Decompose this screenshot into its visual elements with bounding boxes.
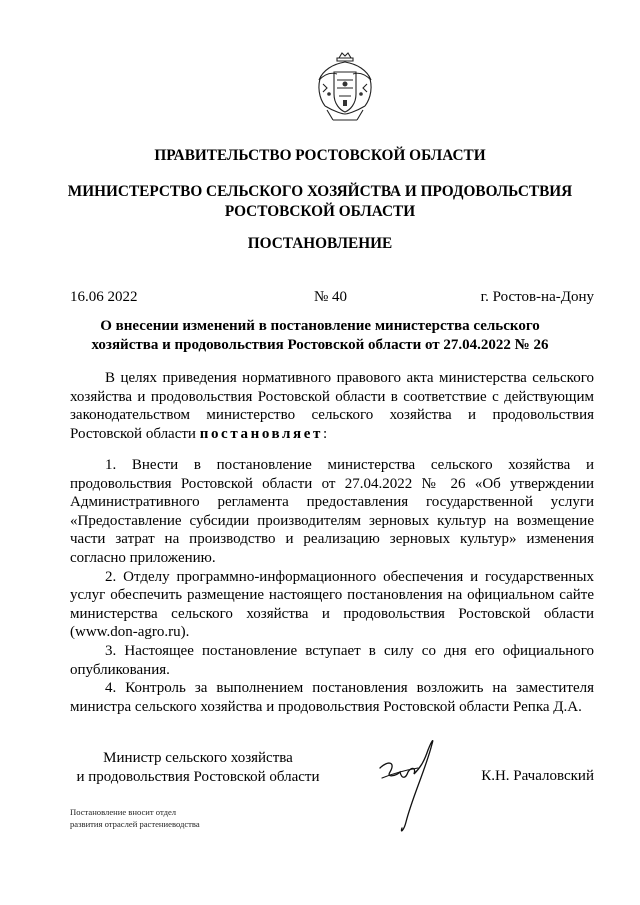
resolution-item-1: 1. Внести в постановление министерства сельского хозяйства и продовольствия Ростовской области от 27.04.2022 № 26 «Об утверждении Административного регламента предоставления государственной услуги «Предоставление субсидии производителям зерновых культур на возмещение части затрат на производство и реализацию зерновых культур» изменения согласно приложению. [70, 457, 594, 566]
signatory-name: К.Н. Рачаловский [481, 768, 594, 784]
document-city: г. Ростов-на-Дону [480, 289, 594, 305]
resolution-item-3: 3. Настоящее постановление вступает в силу со дня его официального опубликования. [70, 642, 594, 678]
subject-line: хозяйства и продовольствия Ростовской области от 27.04.2022 № 26 [91, 337, 549, 353]
government-heading: ПРАВИТЕЛЬСТВО РОСТОВСКОЙ ОБЛАСТИ [154, 147, 486, 164]
signatory-title-line: и продовольствия Ростовской области [76, 769, 320, 785]
ministry-heading-line: МИНИСТЕРСТВО СЕЛЬСКОГО ХОЗЯЙСТВА И ПРОДОВОЛЬСТВИЯ [67, 183, 573, 200]
document-subject [0, 317, 640, 355]
footnote-line: развития отраслей растениеводства [70, 819, 200, 829]
document-type-heading: ПОСТАНОВЛЕНИЕ [247, 235, 393, 252]
resolution-items [70, 456, 594, 716]
preamble-end: : [323, 425, 328, 442]
footnote [70, 806, 200, 830]
preamble [70, 369, 594, 443]
document-date: 16.06 2022 [70, 289, 138, 305]
signatory-title [70, 749, 326, 787]
footnote-line: Постановление вносит отдел [70, 807, 177, 817]
signatory-title-line: Министр сельского хозяйства [103, 750, 293, 766]
resolution-item-2: 2. Отделу программно-информационного обеспечения и государственных услуг обеспечить размещение настоящего постановления на официальном сайте министерства сельского хозяйства и продовольствия Ростовской области (www.don-agro.ru). [70, 568, 594, 641]
coat-of-arms-icon [313, 50, 377, 124]
handwritten-signature [372, 738, 442, 838]
ministry-heading [0, 182, 640, 222]
document-number: № 40 [314, 289, 348, 305]
preamble-text: В целях приведения нормативного правового акта министерства сельского хозяйства и продовольствия Ростовской области в соответствие с действующим законодательством министерство сельского хозяйства и продовольствия Ростовской области [70, 370, 594, 442]
preamble-emphasis: постановляет [199, 425, 323, 442]
subject-line: О внесении изменений в постановление министерства сельского [100, 318, 540, 334]
preamble-paragraph [70, 369, 594, 443]
resolution-item-4: 4. Контроль за выполнением постановления возложить на заместителя министра сельского хозяйства и продовольствия Ростовской области Репка Д.А. [70, 680, 594, 715]
document-meta-row [70, 287, 594, 307]
ministry-heading-line: РОСТОВСКОЙ ОБЛАСТИ [224, 203, 416, 220]
